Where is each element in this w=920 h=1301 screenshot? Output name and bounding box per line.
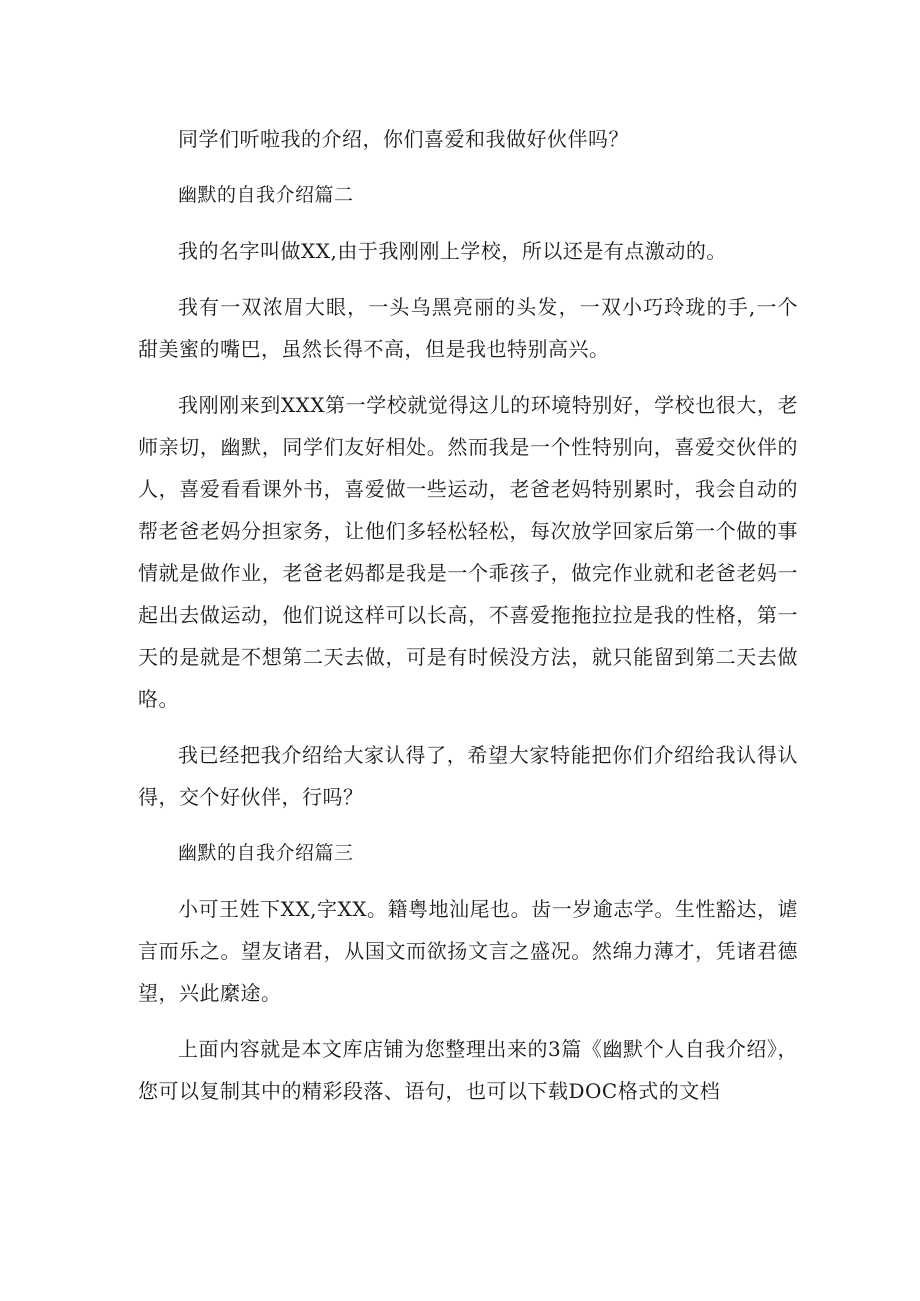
paragraph-classical-intro: 小可王姓下XX,字XX。籍粤地汕尾也。齿一岁逾志学。生性豁达，谑言而乐之。望友诸君，从国文而欲扬文言之盛况。然绵力薄才，凭诸君德望，兴此縻途。 (138, 897, 798, 1005)
paragraph-spacer (138, 216, 798, 230)
paragraph-spacer (138, 272, 798, 286)
section-heading-part-two: 幽默的自我介绍篇二 (178, 184, 354, 206)
paragraph-spacer (138, 370, 798, 384)
paragraph-make-friends: 我已经把我介绍给大家认得了，希望大家特能把你们介绍给我认得认得，交个好伙伴，行吗？ (138, 743, 798, 809)
document-body (138, 118, 798, 1112)
paragraph-name-intro: 我的名字叫做XX,由于我刚刚上学校，所以还是有点激动的。 (178, 239, 727, 263)
paragraph-spacer (138, 1014, 798, 1028)
paragraph-school-life: 我刚刚来到XXX第一学校就觉得这儿的环境特别好，学校也很大，老师亲切，幽默，同学们友好相处。然而我是一个性特别向，喜爱交伙伴的人，喜爱看看课外书，喜爱做一些运动，老爸老妈特别累时，我会自动的帮老爸老妈分担家务，让他们多轻松轻松，每次放学回家后第一个做的事情就是做作业，老爸老妈都是我是一个乖孩子，做完作业就和老爸老妈一起出去做运动，他们说这样可以长高，不喜爱拖拖拉拉是我的性格，第一天的是就是不想第二天去做，可是有时候没方法，就只能留到第二天去做咯。 (138, 393, 798, 711)
paragraph-spacer (138, 160, 798, 174)
paragraph-spacer (138, 818, 798, 832)
paragraph-closing-question: 同学们听啦我的介绍，你们喜爱和我做好伙伴吗？ (178, 127, 629, 151)
section-heading-part-three: 幽默的自我介绍篇三 (178, 842, 354, 864)
paragraph-footer-note: 上面内容就是本文库店铺为您整理出来的3篇《幽默个人自我介绍》，您可以复制其中的精彩段落、语句，也可以下载DOC格式的文档 (138, 1037, 798, 1103)
paragraph-spacer (138, 720, 798, 734)
paragraph-spacer (138, 874, 798, 888)
paragraph-appearance: 我有一双浓眉大眼，一头乌黑亮丽的头发，一双小巧玲珑的手,一个甜美蜜的嘴巴，虽然长得不高，但是我也特别高兴。 (138, 295, 798, 361)
